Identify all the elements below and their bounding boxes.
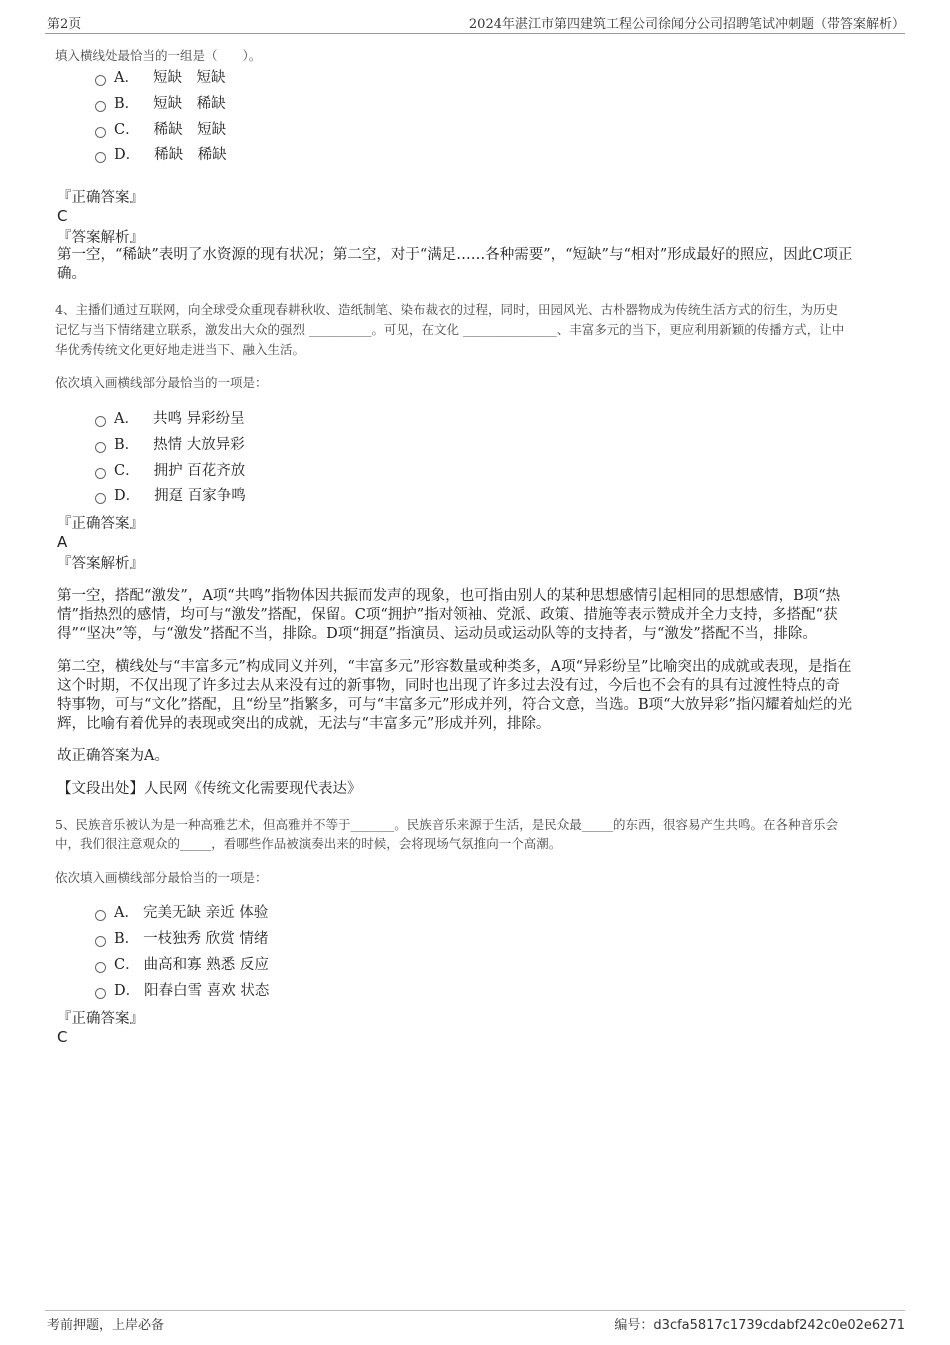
radio-button[interactable] [95, 468, 106, 479]
radio-button[interactable] [95, 493, 106, 504]
q5-answer: C [57, 1028, 68, 1046]
q4-option-d[interactable]: D． 拥趸 百家争鸣 [95, 486, 246, 506]
document-code [614, 1314, 905, 1333]
radio-button[interactable] [95, 936, 106, 947]
question-3-stem: 填入横线处最恰当的一组是（ ）。 [55, 48, 262, 63]
question-5-stem-line: 5、民族音乐被认为是一种高雅艺术，但高雅并不等于_______。民族音乐来源于生活，是民众最_____的东西，很容易产生共鸣。在各种音乐会 [55, 817, 838, 832]
q4-analysis-line: 第一空，搭配“激发”，A项“共鸣”指物体因共振而发声的现象，也可指由别人的某种思想感情引起相同的思想感情，B项“热 [57, 588, 841, 604]
footer-slogan: 考前押题，上岸必备 [47, 1318, 165, 1333]
q3-option-c[interactable]: C． 稀缺 短缺 [95, 120, 226, 140]
radio-button[interactable] [95, 75, 106, 86]
q4-analysis-line: 辉，比喻有着优异的表现或突出的成就，无法与“丰富多元”形成并列，排除。 [57, 716, 551, 732]
radio-button[interactable] [95, 127, 106, 138]
q4-conclusion: 故正确答案为A。 [57, 748, 169, 764]
q3-option-a[interactable]: A． 短缺 短缺 [95, 68, 225, 88]
q5-option-b[interactable]: B． 一枝独秀 欣赏 情绪 [95, 929, 268, 949]
q4-option-a[interactable]: A． 共鸣 异彩纷呈 [95, 409, 245, 429]
question-4-stem-line: 4、主播们通过互联网，向全球受众重现春耕秋收、造纸制笔、染布裁衣的过程，同时，田园风光、古朴器物成为传统生活方式的衍生，为历史 [55, 302, 838, 317]
q4-source: 【文段出处】人民网《传统文化需要现代表达》 [57, 781, 362, 797]
q3-analysis-label: 『答案解析』 [57, 230, 144, 246]
question-4-stem-line: 华优秀传统文化更好地走进当下、融入生活。 [55, 342, 306, 357]
page-number: 第2页 [47, 17, 82, 32]
q3-analysis-line: 确。 [57, 266, 86, 282]
code-label: 编号： [614, 1318, 654, 1333]
question-5-stem-line: 中，我们很注意观众的_____，看哪些作品被演奏出来的时候，会将现场气氛推向一个高潮。 [55, 836, 562, 851]
q5-answer-label: 『正确答案』 [57, 1011, 144, 1027]
header-divider [45, 33, 905, 34]
q5-option-c[interactable]: C． 曲高和寡 熟悉 反应 [95, 955, 269, 975]
q3-answer-label: 『正确答案』 [57, 190, 144, 206]
document-title: 2024年湛江市第四建筑工程公司徐闻分公司招聘笔试冲刺题（带答案解析） [468, 17, 905, 32]
radio-button[interactable] [95, 152, 106, 163]
q4-answer-label: 『正确答案』 [57, 516, 144, 532]
q4-analysis-line: 这个时期，不仅出现了许多过去从来没有过的新事物，同时也出现了许多过去没有过，今后也不会有的具有过渡性特点的奇 [57, 678, 840, 694]
radio-button[interactable] [95, 988, 106, 999]
q4-option-b[interactable]: B． 热情 大放异彩 [95, 435, 245, 455]
q3-analysis-line: 第一空，“稀缺”表明了水资源的现有状况；第二空，对于“满足……各种需要”，“短缺”与“相对”形成最好的照应，因此C项正 [57, 247, 853, 263]
question-5-prompt: 依次填入画横线部分最恰当的一项是： [55, 870, 268, 885]
question-4-stem-line: 记忆与当下情绪建立联系，激发出大众的强烈 __________。可见，在文化 _______________、丰富多元的当下，更应利用新颖的传播方式，让中 [55, 322, 845, 337]
radio-button[interactable] [95, 442, 106, 453]
q5-option-a[interactable]: A． 完美无缺 亲近 体验 [95, 903, 268, 923]
q3-option-b[interactable]: B． 短缺 稀缺 [95, 94, 226, 114]
q3-option-d[interactable]: D． 稀缺 稀缺 [95, 145, 227, 165]
radio-button[interactable] [95, 962, 106, 973]
question-4-prompt: 依次填入画横线部分最恰当的一项是： [55, 375, 268, 390]
q3-answer: C [57, 207, 68, 225]
q4-analysis-line: 第二空，横线处与“丰富多元”构成同义并列，“丰富多元”形容数量或种类多，A项“异彩纷呈”比喻突出的成就或表现，是指在 [57, 659, 852, 675]
q4-analysis-label: 『答案解析』 [57, 556, 144, 572]
radio-button[interactable] [95, 910, 106, 921]
q4-analysis-line: 情”指热烈的感情，均可与“激发”搭配，保留。C项“拥护”指对领袖、党派、政策、措施等表示赞成并全力支持，多搭配“获 [57, 607, 838, 623]
q4-option-c[interactable]: C． 拥护 百花齐放 [95, 461, 245, 481]
radio-button[interactable] [95, 416, 106, 427]
q5-option-d[interactable]: D． 阳春白雪 喜欢 状态 [95, 981, 269, 1001]
q4-analysis-line: 得”“坚决”等，与“激发”搭配不当，排除。D项“拥趸”指演员、运动员或运动队等的支持者，与“激发”搭配不当，排除。 [57, 626, 817, 642]
footer-divider [45, 1310, 905, 1311]
radio-button[interactable] [95, 101, 106, 112]
code-value: d3cfa5817c1739cdabf242c0e02e6271 [653, 1318, 905, 1333]
q4-analysis-line: 特事物，可与“文化”搭配，且“纷呈”指繁多，可与“丰富多元”形成并列，符合文意，当选。B项“大放异彩”指闪耀着灿烂的光 [57, 697, 852, 713]
q4-answer: A [57, 533, 68, 551]
